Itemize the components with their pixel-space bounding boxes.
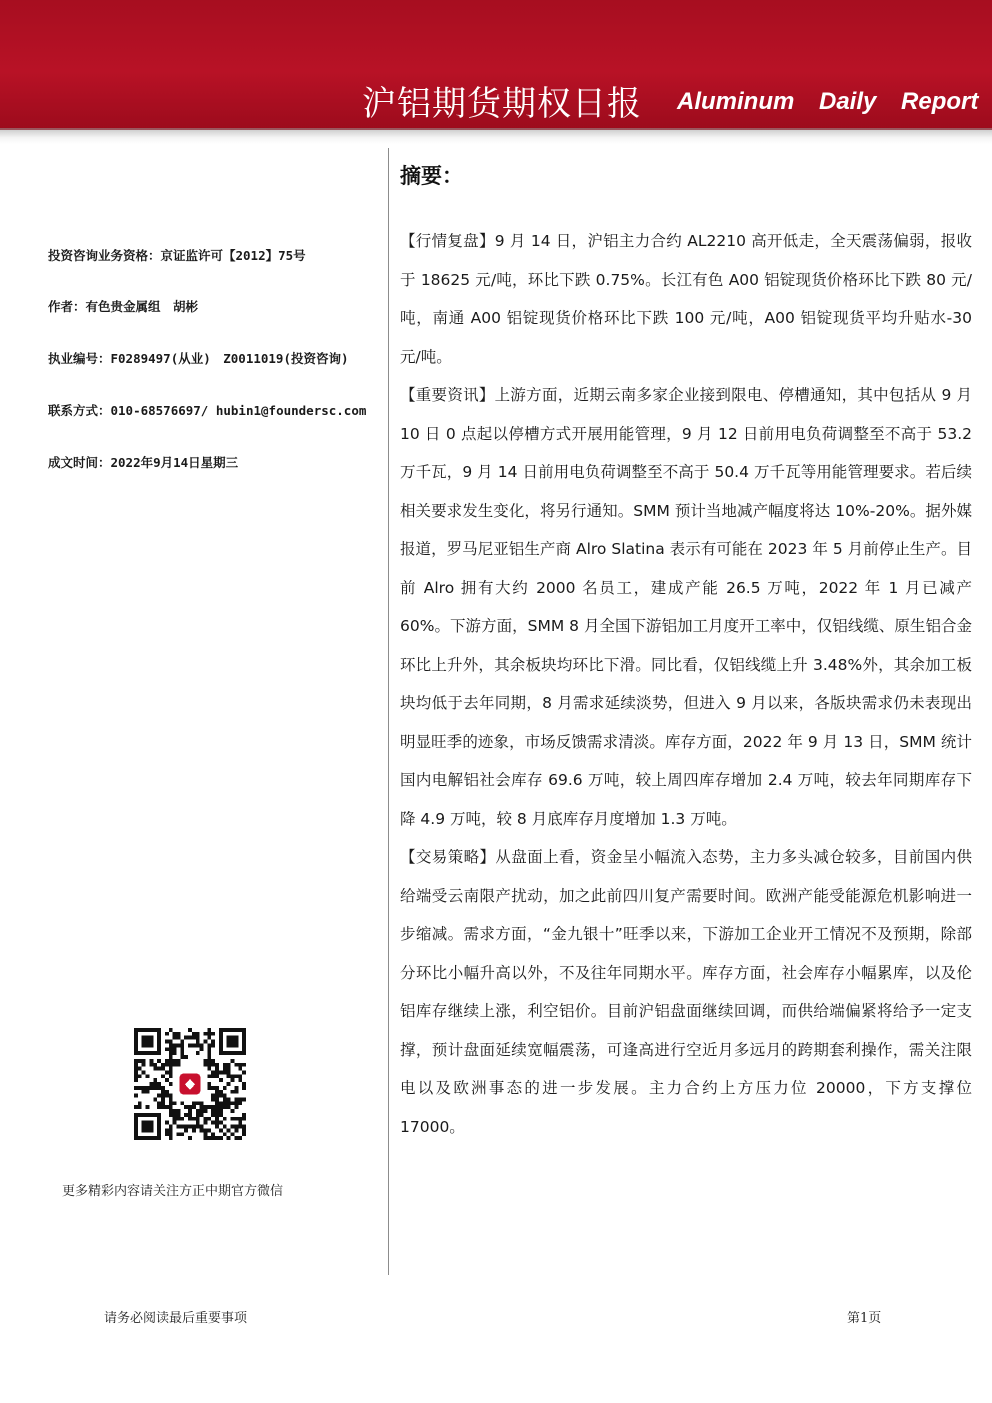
market-review-paragraph: 【行情复盘】9 月 14 日，沪铝主力合约 AL2210 高开低走，全天震荡偏弱，报收于 18625 元/吨，环比下跌 0.75%。长江有色 A00 铝锭现货价格环比下跌 80 元/吨，南通 A00 铝锭现货价格环比下跌 100 元/吨，A00 铝锭现货平均升贴水-30 元/吨。 [400, 232, 972, 366]
report-title-en: Aluminum Daily Report [677, 88, 979, 115]
footer-notice: 请务必阅读最后重要事项 [104, 1311, 248, 1326]
column-divider [388, 148, 389, 1275]
qualification-line: 投资咨询业务资格：京证监许可【2012】75号 [48, 248, 306, 263]
qr-caption: 更多精彩内容请关注方正中期官方微信 [62, 1184, 284, 1199]
wechat-qr-code [134, 1028, 246, 1140]
key-news-paragraph: 【重要资讯】上游方面，近期云南多家企业接到限电、停槽通知，其中包括从 9 月 10 日 0 点起以停槽方式开展用能管理，9 月 12 日前用电负荷调整至不高于 53.2 万千瓦，9 月 14 日前用电负荷调整至不高于 50.4 万千瓦等用能管理要求。若后续相关要求发生变化，将另行通知。SMM 预计当地减产幅度将达 10%-20%。据外媒报道，罗马尼亚铝生产商 Alro Slatina 表示有可能在 2023 年 5 月前停止生产。目前 Alro 拥有大约 2000 名员工，建成产能 26.5 万吨，2022 年 1 月已减产 60%。下游方面，SMM 8 月全国下游铝加工月度开工率中，仅铝线缆、原生铝合金环比上升外，其余板块均环比下滑。同比看，仅铝线缆上升 3.48%外，其余加工板块均低于去年同期，8 月需求延续淡势，但进入 9 月以来，各版块需求仍未表现出明显旺季的迹象，市场反馈需求清淡。库存方面，2022 年 9 月 13 日，SMM 统计国内电解铝社会库存 69.6 万吨，较上周四库存增加 2.4 万吨，较去年同期库存下降 4.9 万吨，较 8 月底库存月度增加 1.3 万吨。 [400, 386, 972, 828]
strategy-paragraph: 【交易策略】从盘面上看，资金呈小幅流入态势，主力多头减仓较多，目前国内供给端受云南限产扰动，加之此前四川复产需要时间。欧洲产能受能源危机影响进一步缩减。需求方面，“金九银十”旺季以来，下游加工企业开工情况不及预期，除部分环比小幅升高以外，不及往年同期水平。库存方面，社会库存小幅累库，以及伦铝库存继续上涨，利空铝价。目前沪铝盘面继续回调，而供给端偏紧将给予一定支撑，预计盘面延续宽幅震荡，可逢高进行空近月多远月的跨期套利操作，需关注限电以及欧洲事态的进一步发展。主力合约上方压力位 20000，下方支撑位 17000。 [400, 848, 972, 1136]
contact-line: 联系方式：010-68576697/ hubin1@foundersc.com [48, 403, 367, 418]
summary-body [400, 222, 972, 1146]
date-line: 成文时间：2022年9月14日星期三 [48, 455, 239, 470]
report-title-cn: 沪铝期货期权日报 [362, 84, 642, 124]
header-shadow [0, 128, 992, 144]
page-number: 第1页 [847, 1311, 882, 1326]
license-line: 执业编号：F0289497(从业) Z0011019(投资咨询) [48, 351, 349, 366]
author-line: 作者：有色贵金属组 胡彬 [48, 299, 199, 314]
summary-heading: 摘要： [400, 164, 463, 188]
